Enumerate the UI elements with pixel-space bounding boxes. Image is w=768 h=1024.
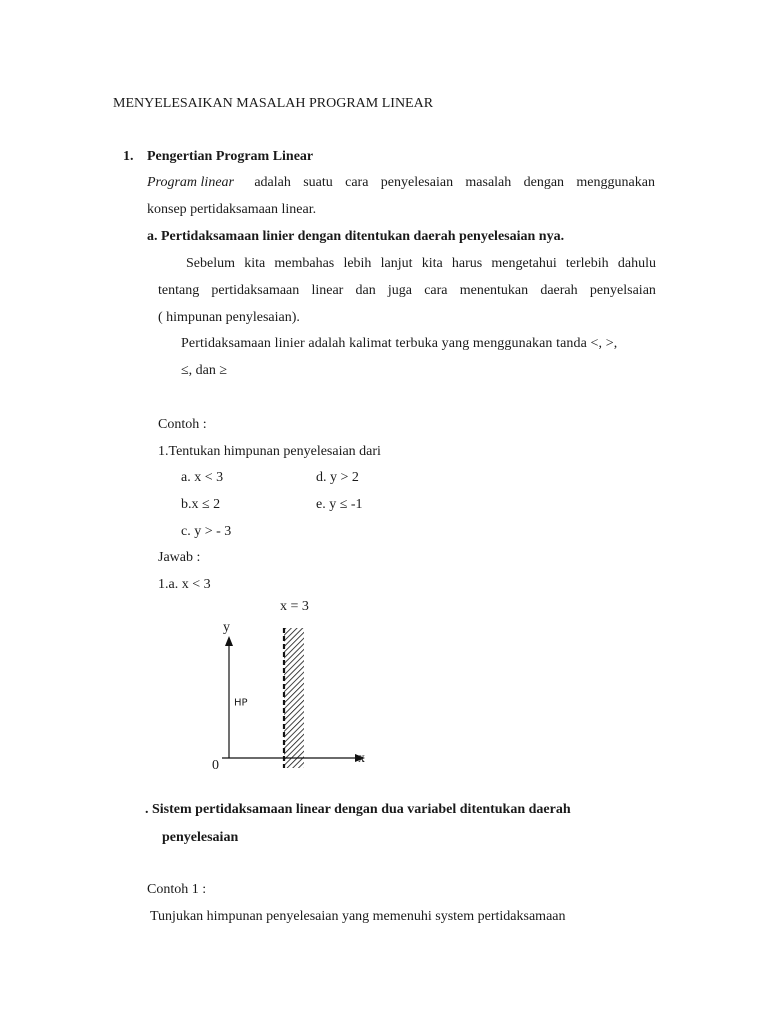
definition-term: Program linear	[147, 175, 234, 190]
example-item-e: e. y ≤ -1	[316, 497, 363, 512]
paragraph-2-line-1: Pertidaksamaan linier adalah kalimat terbuka yang menggunakan tanda <, >,	[181, 336, 618, 351]
word: dengan	[523, 175, 565, 190]
definition-line-2: konsep pertidaksamaan linear.	[147, 202, 317, 217]
origin-label: 0	[212, 757, 219, 773]
word: penyelesaian	[380, 175, 454, 190]
word: adalah	[254, 175, 291, 190]
section-number: 1.	[123, 149, 134, 164]
x-axis-label: x	[358, 750, 365, 766]
answer-label: Jawab :	[158, 550, 201, 565]
section-b-heading-line-2: penyelesaian	[162, 830, 239, 845]
word: suatu	[303, 175, 333, 190]
word: menggunakan	[576, 175, 655, 190]
word: masalah	[465, 175, 512, 190]
inequality-graph	[200, 600, 400, 780]
example-2-label: Contoh 1 :	[147, 882, 207, 897]
line-label: x = 3	[280, 600, 309, 614]
region-label: HP	[234, 697, 248, 709]
example-question: 1.Tentukan himpunan penyelesaian dari	[158, 444, 381, 459]
definition-line-1	[147, 174, 655, 192]
y-axis-arrow	[225, 636, 233, 646]
word: cara	[345, 175, 369, 190]
example-item-c: c. y > - 3	[181, 524, 232, 539]
y-axis-label: y	[223, 619, 230, 635]
hatched-boundary-region	[284, 628, 304, 768]
example-label: Contoh :	[158, 417, 207, 432]
example-item-d: d. y > 2	[316, 470, 359, 485]
subsection-a-heading: a. Pertidaksamaan linier dengan ditentukan daerah penyelesaian nya.	[147, 229, 565, 244]
document-title: MENYELESAIKAN MASALAH PROGRAM LINEAR	[113, 96, 434, 111]
paragraph-1-line-2: tentang pertidaksamaan linear dan juga cara menentukan daerah penyelsaian	[158, 283, 656, 298]
paragraph-1-line-1: Sebelum kita membahas lebih lanjut kita harus mengetahui terlebih dahulu	[186, 256, 656, 271]
example-2-text: Tunjukan himpunan penyelesaian yang memenuhi system pertidaksamaan	[150, 909, 566, 924]
paragraph-2-line-2: ≤, dan ≥	[181, 363, 228, 378]
example-item-a: a. x < 3	[181, 470, 224, 485]
section-heading: Pengertian Program Linear	[147, 149, 314, 164]
example-item-b: b.x ≤ 2	[181, 497, 221, 512]
answer-item: 1.a. x < 3	[158, 577, 211, 592]
paragraph-1-line-3: ( himpunan penylesaian).	[158, 310, 300, 325]
section-b-heading-line-1: . Sistem pertidaksamaan linear dengan dua variabel ditentukan daerah	[145, 802, 571, 817]
